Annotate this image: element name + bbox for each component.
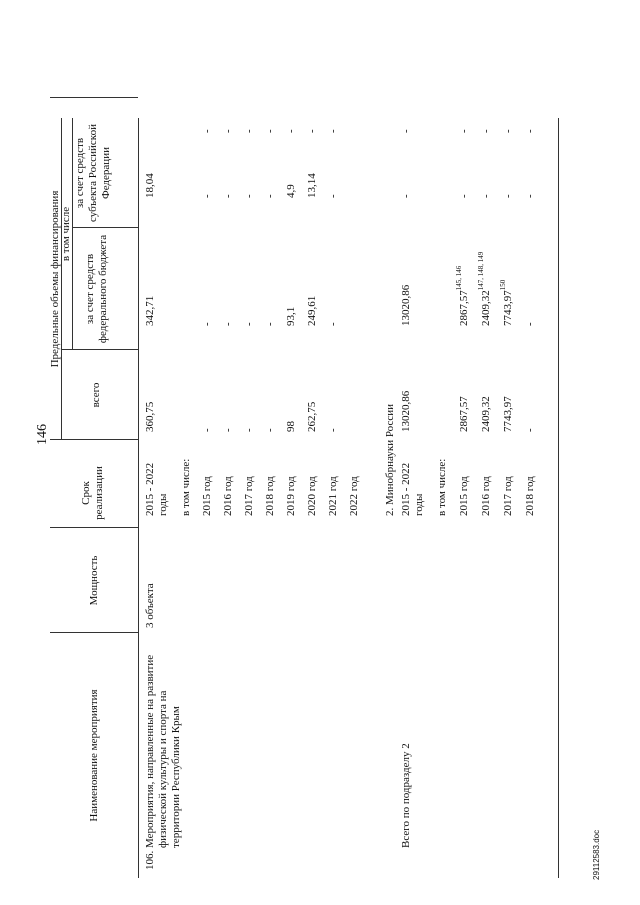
row-term-value: 2015 год — [201, 476, 213, 516]
row-subject-value: - — [327, 194, 339, 198]
row-federal-value: 7743,97 — [502, 290, 514, 326]
row-extra-value: - — [327, 129, 339, 133]
row-extra — [327, 129, 340, 133]
row-subject — [524, 194, 537, 198]
row-extra — [264, 129, 277, 133]
row-total-value: - — [327, 428, 339, 432]
item-number: 106. — [144, 850, 156, 870]
row-total-value: 2409,32 — [480, 396, 492, 432]
row-federal — [306, 296, 319, 326]
row-term — [285, 476, 298, 516]
row-subject — [458, 194, 471, 198]
row-subject-value: - — [524, 194, 536, 198]
row-term-value: 2016 год — [222, 476, 234, 516]
row-total — [327, 428, 340, 432]
rotated-table — [50, 118, 565, 878]
row-subject — [243, 194, 256, 198]
row-subject-value: 4,9 — [285, 184, 297, 198]
row-total-value: - — [222, 428, 234, 432]
row-federal — [285, 307, 298, 326]
row-federal — [400, 285, 413, 326]
row-term-value: 2015 - 2022 годы — [144, 462, 169, 516]
row-extra-value: - — [400, 129, 412, 133]
header-col-capacity: Мощность — [88, 555, 100, 606]
row-term-value: 2017 год — [502, 476, 514, 516]
subtotal-name: Всего по подразделу 2 — [400, 743, 412, 848]
header-col-name: Наименование мероприятия — [88, 689, 100, 822]
footnote-ref: 150 — [499, 279, 508, 291]
row-term — [144, 446, 170, 516]
row-term — [348, 476, 361, 516]
row-total — [400, 391, 413, 432]
row-extra — [243, 129, 256, 133]
row-term — [480, 476, 493, 516]
row-total-value: 2867,57 — [458, 396, 470, 432]
row-term — [201, 476, 214, 516]
row-federal — [201, 322, 214, 326]
row-term-value: 2019 год — [285, 476, 297, 516]
row-term — [222, 476, 235, 516]
row-total — [285, 421, 298, 432]
row-extra — [502, 129, 515, 133]
row-total-value: - — [243, 428, 255, 432]
row-term — [264, 476, 277, 516]
row-subject-value: - — [264, 194, 276, 198]
row-federal-value: 249,61 — [306, 295, 318, 326]
row-term-value: 2015 - 2022 годы — [400, 462, 425, 516]
row-total-value: 98 — [285, 421, 297, 432]
row-term-value: 2018 год — [264, 476, 276, 516]
row-extra-value: - — [458, 129, 470, 133]
row-subject — [480, 194, 493, 198]
header-group-title: Предельные объемы финансирования — [49, 190, 61, 368]
row-extra — [285, 129, 298, 133]
row-extra-value: - — [480, 129, 492, 133]
row-extra — [524, 129, 537, 133]
row-federal-value: 2867,57 — [458, 290, 470, 326]
row-subject-value: - — [458, 194, 470, 198]
row-term — [400, 446, 426, 516]
row-term — [524, 476, 537, 516]
row-federal-value: - — [222, 322, 234, 326]
row-total — [306, 402, 319, 432]
section-title: 2. Минобрнауки России — [384, 404, 396, 516]
row-term-value: 2015 год — [458, 476, 470, 516]
row-extra — [458, 129, 471, 133]
row-federal-value: - — [201, 322, 213, 326]
row-subject — [400, 194, 413, 198]
row-subject-value: - — [480, 194, 492, 198]
row-total-value: - — [201, 428, 213, 432]
footnote-ref: 145, 146 — [455, 265, 464, 291]
row-total-value: 7743,97 — [502, 396, 514, 432]
row-term-value: 2021 год — [327, 476, 339, 516]
row-subject — [327, 194, 340, 198]
document-reference: 29112583.doc — [592, 829, 601, 880]
row-federal — [327, 322, 340, 326]
row-subject-value: - — [400, 194, 412, 198]
row-extra-value: - — [243, 129, 255, 133]
row-total — [480, 396, 493, 432]
row-subject — [264, 194, 277, 198]
row-extra-value: - — [524, 129, 536, 133]
row-federal — [222, 322, 235, 326]
header-col-federal: за счет средств федерального бюджета — [84, 234, 109, 344]
row-subject-value: - — [243, 194, 255, 198]
item-capacity: 3 объекта — [144, 583, 156, 628]
row-term-value: 2018 год — [524, 476, 536, 516]
row-federal-value: - — [327, 322, 339, 326]
row-extra-value: - — [222, 129, 234, 133]
row-total — [144, 402, 157, 432]
row-federal — [243, 322, 256, 326]
header-col-total: всего — [90, 382, 102, 408]
row-federal — [455, 265, 471, 326]
footnote-ref: 147, 148, 149 — [477, 251, 486, 291]
row-extra — [306, 129, 319, 133]
row-term-value: 2016 год — [480, 476, 492, 516]
row-subject — [222, 194, 235, 198]
item-name: Мероприятия, направленные на развитие физической культуры и спорта на территории Республики Крым — [144, 654, 182, 848]
row-total-value: 360,75 — [144, 401, 156, 432]
row-term-value: в том числе: — [436, 458, 448, 516]
row-total — [458, 396, 471, 432]
row-term — [306, 476, 319, 516]
row-extra — [480, 129, 493, 133]
row-federal-value: 2409,32 — [480, 290, 492, 326]
row-extra-value: - — [285, 129, 297, 133]
row-total-value: 262,75 — [306, 401, 318, 432]
row-total — [264, 428, 277, 432]
row-total — [243, 428, 256, 432]
row-total-value: - — [264, 428, 276, 432]
row-subject — [285, 184, 298, 198]
row-term — [243, 476, 256, 516]
row-subject-value: - — [502, 194, 514, 198]
row-term — [180, 459, 193, 516]
row-federal — [477, 251, 493, 326]
page-number: 146 — [35, 424, 50, 445]
row-federal — [499, 279, 515, 326]
row-extra-value: - — [306, 129, 318, 133]
row-subject-value: 13,14 — [306, 173, 318, 198]
row-subject — [306, 173, 319, 198]
row-term — [436, 459, 449, 516]
row-term-value: в том числе: — [180, 458, 192, 516]
row-total-value: - — [524, 428, 536, 432]
row-federal-value: - — [264, 322, 276, 326]
row-subject-value: - — [201, 194, 213, 198]
row-federal-value: 13020,86 — [400, 284, 412, 326]
row-total — [201, 428, 214, 432]
row-total-value: 13020,86 — [400, 390, 412, 432]
row-subject-value: - — [222, 194, 234, 198]
row-total — [502, 396, 515, 432]
row-subject — [144, 173, 157, 198]
header-bottom-rule — [138, 118, 139, 878]
row-total — [222, 428, 235, 432]
row-extra — [201, 129, 214, 133]
row-extra-value: - — [502, 129, 514, 133]
row-federal — [264, 322, 277, 326]
row-total — [524, 428, 537, 432]
row-subject — [502, 194, 515, 198]
row-term — [458, 476, 471, 516]
row-extra — [222, 129, 235, 133]
row-extra-value: - — [201, 129, 213, 133]
table-bottom-rule — [558, 118, 559, 878]
divider-subject-extra — [50, 97, 138, 98]
row-federal-value: 93,1 — [285, 306, 297, 326]
row-extra — [400, 129, 413, 133]
row-extra-value: - — [264, 129, 276, 133]
row-subject-value: 18,04 — [144, 173, 156, 198]
row-federal — [524, 322, 537, 326]
row-term-value: 2022 год — [348, 476, 360, 516]
header-subgroup: в том числе — [60, 206, 72, 262]
row-federal-value: - — [524, 322, 536, 326]
row-term — [502, 476, 515, 516]
row-term-value: 2017 год — [243, 476, 255, 516]
row-term — [327, 476, 340, 516]
row-term-value: 2020 год — [306, 476, 318, 516]
row-subject — [201, 194, 214, 198]
row-federal — [144, 296, 157, 326]
row-federal-value: 342,71 — [144, 295, 156, 326]
header-col-term: Срок реализации — [80, 466, 105, 520]
header-col-subject: за счет средств субъекта Российской Федерации — [74, 124, 112, 222]
row-federal-value: - — [243, 322, 255, 326]
